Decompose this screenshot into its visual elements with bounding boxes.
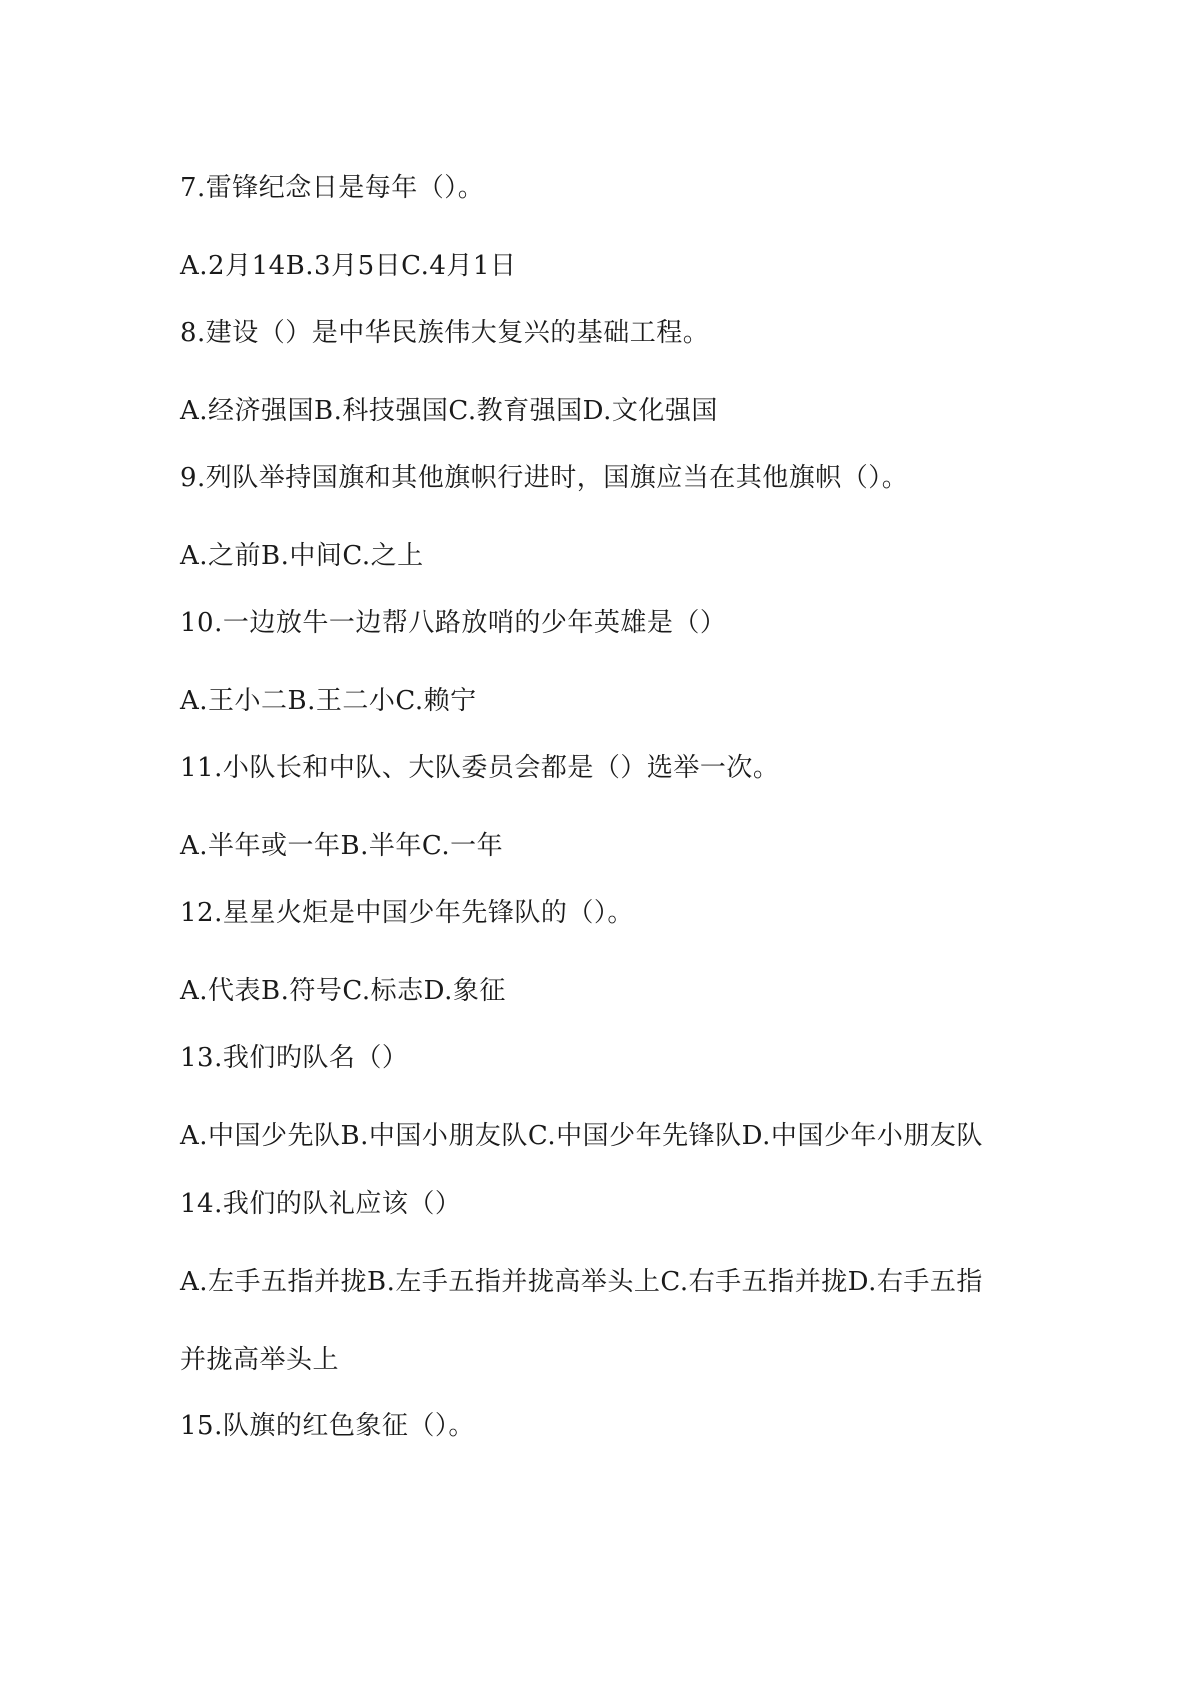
question-stem: 7.雷锋纪念日是每年（）。 [180, 173, 485, 203]
question-15 [180, 1411, 1080, 1441]
question-stem: 10.一边放牛一边帮八路放哨的少年英雄是（） [180, 608, 727, 638]
question-options: A.王小二B.王二小C.赖宁 [180, 686, 477, 716]
question-options: A.中国少先队B.中国小朋友队C.中国少年先锋队D.中国少年小朋友队 [180, 1121, 983, 1151]
question-options: A.半年或一年B.半年C.一年 [180, 831, 504, 861]
question-10 [180, 608, 1080, 716]
question-8 [180, 318, 1080, 426]
document-page [180, 0, 1080, 1684]
question-options-continued: 并拢高举头上 [180, 1345, 340, 1375]
question-stem: 12.星星火炬是中国少年先锋队的（）。 [180, 898, 634, 928]
question-14 [180, 1189, 1080, 1375]
question-options: A.之前B.中间C.之上 [180, 541, 424, 571]
question-stem: 15.队旗的红色象征（）。 [180, 1411, 475, 1441]
question-options: A.左手五指并拢B.左手五指并拢高举头上C.右手五指并拢D.右手五指 [180, 1267, 983, 1297]
question-stem: 9.列队举持国旗和其他旗帜行进时，国旗应当在其他旗帜（）。 [180, 463, 909, 493]
question-options: A.经济强国B.科技强国C.教育强国D.文化强国 [180, 396, 718, 426]
question-7 [180, 173, 1080, 281]
question-options: A.2月14B.3月5日C.4月1日 [180, 251, 517, 281]
question-stem: 13.我们旳队名（） [180, 1043, 409, 1073]
question-12 [180, 898, 1080, 1006]
question-13 [180, 1043, 1080, 1151]
question-options: A.代表B.符号C.标志D.象征 [180, 976, 506, 1006]
question-stem: 11.小队长和中队、大队委员会都是（）选举一次。 [180, 753, 780, 783]
question-11 [180, 753, 1080, 861]
question-stem: 8.建设（）是中华民族伟大复兴的基础工程。 [180, 318, 710, 348]
question-stem: 14.我们的队礼应该（） [180, 1189, 462, 1219]
question-9 [180, 463, 1080, 571]
